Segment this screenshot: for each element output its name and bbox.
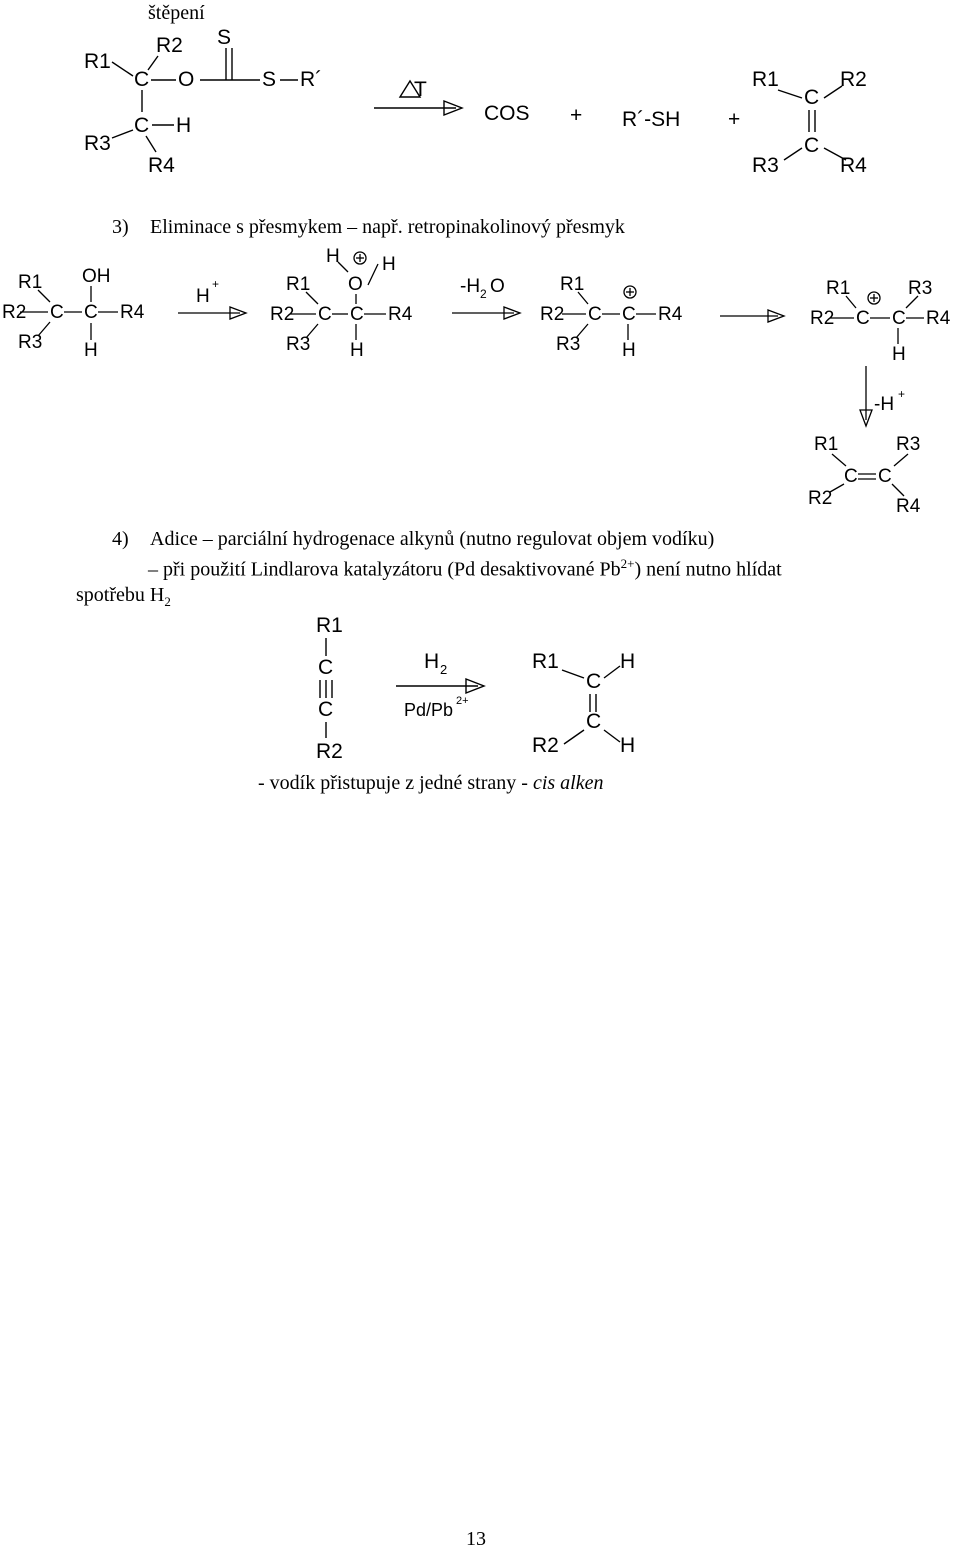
s3-catalyst: Pd/Pb (404, 700, 454, 720)
s1-alkene-r2: R2 (840, 68, 867, 91)
s1-product-cos: COS (484, 102, 530, 125)
section-3-title: Eliminace s přesmykem – např. retropinakolinový přesmyk (150, 216, 625, 238)
section-4-number: 4) (112, 528, 129, 550)
s2c-c2: C (622, 304, 636, 325)
s2a-r3: R3 (18, 332, 43, 353)
s3-h2-sub: 2 (440, 662, 448, 677)
s2c-h: H (622, 340, 636, 361)
cleavage-label: štěpení (148, 2, 205, 24)
s1-r3: R3 (84, 132, 111, 155)
s1-h: H (176, 114, 192, 137)
s2e-c2: C (878, 466, 892, 487)
s1-alkene-r1: R1 (752, 68, 779, 91)
s3-alkene-r2: R2 (532, 734, 559, 757)
s1-product-thiol: R´-SH (622, 108, 681, 131)
s1-r2: R2 (156, 34, 183, 57)
s1-s-thione: S (217, 26, 232, 49)
section-4-line-2: – při použití Lindlarova katalyzátoru (Pd desaktivované $Pb^{2+}$) není nutno hlídat (148, 556, 782, 581)
s2d-r3: R3 (908, 278, 933, 299)
s2-minus-h-plus-sup: + (898, 387, 906, 401)
s2a-r1: R1 (18, 272, 43, 293)
s2b-c2: C (350, 304, 364, 325)
s2-minus-h-plus: -H (874, 394, 895, 415)
s2b-r2: R2 (270, 304, 295, 325)
s2d-r2: R2 (810, 308, 835, 329)
s2-water-o: O (490, 276, 505, 297)
s1-alkene-r4: R4 (840, 154, 867, 177)
s2b-r3: R3 (286, 334, 311, 355)
s2d-r4: R4 (926, 308, 951, 329)
s3-alkyne-c-upper: C (318, 656, 334, 679)
s1-alkene-c-upper: C (804, 86, 820, 109)
s3-alkene-h-upper: H (620, 650, 636, 673)
s2d-c1: C (856, 308, 870, 329)
s2-reagent-plus: + (212, 277, 220, 291)
section-4-line-3: spotřebu $H_2$ (76, 584, 171, 609)
s2-water-sub: 2 (480, 287, 487, 301)
s1-o: O (178, 68, 195, 91)
s2a-oh: OH (82, 266, 111, 287)
s3-alkyne-c-lower: C (318, 698, 334, 721)
section-3-number: 3) (112, 216, 129, 238)
s3-alkene-c-upper: C (586, 670, 602, 693)
s2c-r2: R2 (540, 304, 565, 325)
s1-alkene-c-lower: C (804, 134, 820, 157)
s1-r-prime: R´ (300, 68, 323, 91)
s3-alkyne-r2: R2 (316, 740, 343, 763)
s3-alkene-c-lower: C (586, 710, 602, 733)
page-number: 13 (466, 1528, 486, 1550)
s2e-r4: R4 (896, 496, 921, 517)
s2b-r4: R4 (388, 304, 413, 325)
s2c-r3: R3 (556, 334, 581, 355)
s2d-c2: C (892, 308, 906, 329)
s2e-r2: R2 (808, 488, 833, 509)
s2c-r1: R1 (560, 274, 585, 295)
s2a-c2: C (84, 302, 98, 323)
s3-catalyst-sup: 2+ (456, 695, 469, 707)
s2-minus-water: -H (460, 276, 481, 297)
s3-h2: H (424, 650, 440, 673)
s1-r4: R4 (148, 154, 175, 177)
s2a-c1: C (50, 302, 64, 323)
s2b-r1: R1 (286, 274, 311, 295)
s2e-c1: C (844, 466, 858, 487)
s2-reagent-h: H (196, 286, 210, 307)
s2d-h: H (892, 344, 906, 365)
s1-c-lower: C (134, 114, 150, 137)
s2c-c1: C (588, 304, 602, 325)
s3-alkene-h-lower: H (620, 734, 636, 757)
s1-r1: R1 (84, 50, 111, 73)
s1-plus-1: + (570, 104, 583, 127)
s3-alkene-r1: R1 (532, 650, 559, 673)
s1-c-upper: C (134, 68, 150, 91)
section-4-line-1: Adice – parciální hydrogenace alkynů (nutno regulovat objem vodíku) (150, 528, 715, 550)
s2b-o: O (348, 274, 363, 295)
s2b-c1: C (318, 304, 332, 325)
s2e-r3: R3 (896, 434, 921, 455)
s3-alkyne-r1: R1 (316, 614, 343, 637)
s2a-r2: R2 (2, 302, 27, 323)
cis-note: - vodík přistupuje z jedné strany - cis alken (258, 772, 604, 794)
s1-plus-2: + (728, 108, 741, 131)
s2b-h-right: H (382, 254, 396, 275)
s1-alkene-r3: R3 (752, 154, 779, 177)
s2b-h-left: H (326, 246, 340, 267)
s1-s: S (262, 68, 277, 91)
s2e-r1: R1 (814, 434, 839, 455)
s2b-h: H (350, 340, 364, 361)
s2c-r4: R4 (658, 304, 683, 325)
s2a-h: H (84, 340, 98, 361)
s2a-r4: R4 (120, 302, 145, 323)
s2d-r1: R1 (826, 278, 851, 299)
s1-heat-t: T (414, 78, 427, 101)
